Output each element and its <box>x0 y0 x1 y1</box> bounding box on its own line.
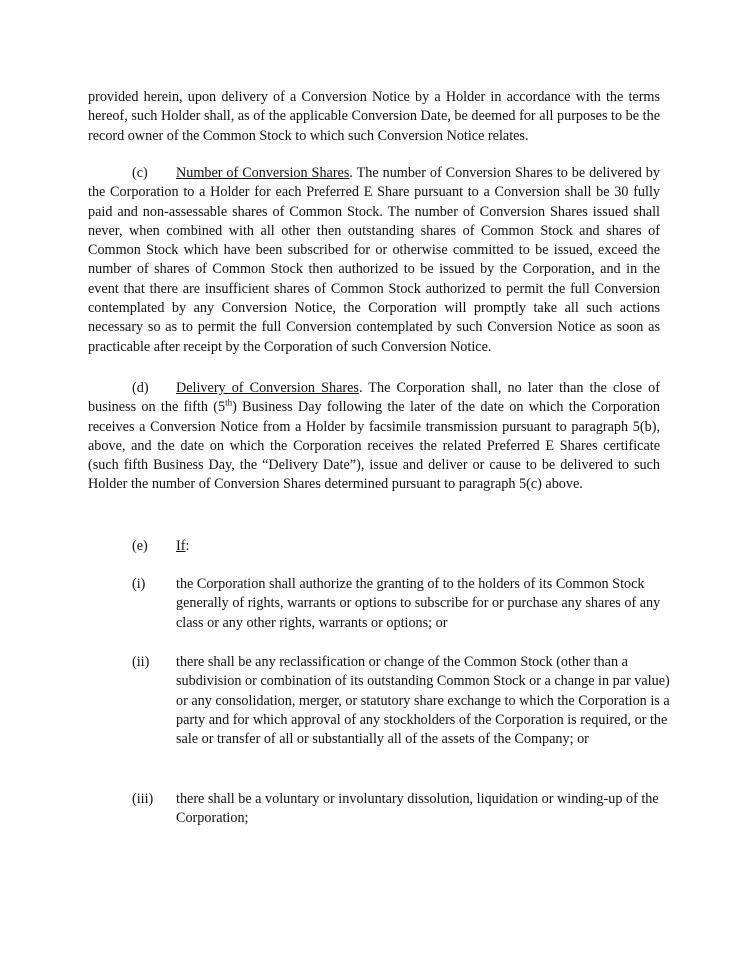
paragraph-d <box>88 379 660 495</box>
paragraph-c-heading: Number of Conversion Shares <box>176 165 350 181</box>
list-item-number: (ii) <box>132 654 150 670</box>
paragraph-e-label: (e) <box>132 538 148 554</box>
list-item-text: the Corporation shall authorize the granting of to the holders of its Common Stock generally of rights, warrants or options to subscribe for or purchase any shares of any class or any other rights, warrants or options; or <box>176 576 661 631</box>
paragraph-c <box>88 164 660 357</box>
paragraph-intro <box>88 88 660 146</box>
list-item-ii <box>132 653 672 749</box>
list-item-text: there shall be any reclassification or change of the Common Stock (other than a subdivision or combination of its outstanding Common Stock or a change in par value) or any consolidation, merger, or statutory share exchange to which the Corporation is a party and for which approval of any stockholders of the Corporation is required, or the sale or transfer of all or substantially all of the assets of the Company; or <box>176 654 670 748</box>
paragraph-d-heading: Delivery of Conversion Shares <box>176 380 359 396</box>
list-item-iii <box>132 790 672 829</box>
paragraph-e-colon: : <box>185 538 190 554</box>
paragraph-d-superscript: th <box>225 397 233 408</box>
paragraph-c-text: . The number of Conversion Shares to be delivered by the Corporation to a Holder for each Preferred E Share pursuant to a Conversion shall be 30 fully paid and non-assessable shares of Common Stock. The number of Conversion Shares issued shall never, when combined with all other then outstanding shares of Common Stock and shares of Common Stock which have been subscribed for or otherwise committed to be issued, exceed the number of shares of Common Stock then authorized to be issued by the Corporation, and in the event that there are insufficient shares of Common Stock authorized to permit the full Conversion contemplated by any Conversion Notice, the Corporation will promptly take all such actions necessary so as to permit the full Conversion contemplated by such Conversion Notice as soon as practicable after receipt by the Corporation of such Conversion Notice. <box>88 165 660 355</box>
paragraph-e <box>88 537 660 556</box>
paragraph-d-text-2: ) Business Day following the later of the date on which the Corporation receives a Conversion Notice from a Holder by facsimile transmission pursuant to paragraph 5(b), above, and the date on which the Corporation receives the related Preferred E Shares certificate (such fifth Business Day, the “Delivery Date”), issue and deliver or cause to be delivered to such Holder the number of Conversion Shares determined pursuant to paragraph 5(c) above. <box>88 399 660 493</box>
list-item-number: (i) <box>132 576 146 592</box>
paragraph-e-heading: If <box>176 538 186 554</box>
list-item-number: (iii) <box>132 791 154 807</box>
paragraph-intro-text: provided herein, upon delivery of a Conversion Notice by a Holder in accordance with the terms hereof, such Holder shall, as of the applicable Conversion Date, be deemed for all purposes to be the record owner of the Common Stock to which such Conversion Notice relates. <box>88 89 660 144</box>
list-item-text: there shall be a voluntary or involuntary dissolution, liquidation or winding-up of the Corporation; <box>176 791 659 827</box>
list-item-i <box>132 575 672 633</box>
paragraph-d-label: (d) <box>132 380 149 396</box>
paragraph-d-text-1: . The Corporation shall, no later than the close of business on the fifth (5 <box>88 380 660 416</box>
paragraph-c-label: (c) <box>132 165 148 181</box>
